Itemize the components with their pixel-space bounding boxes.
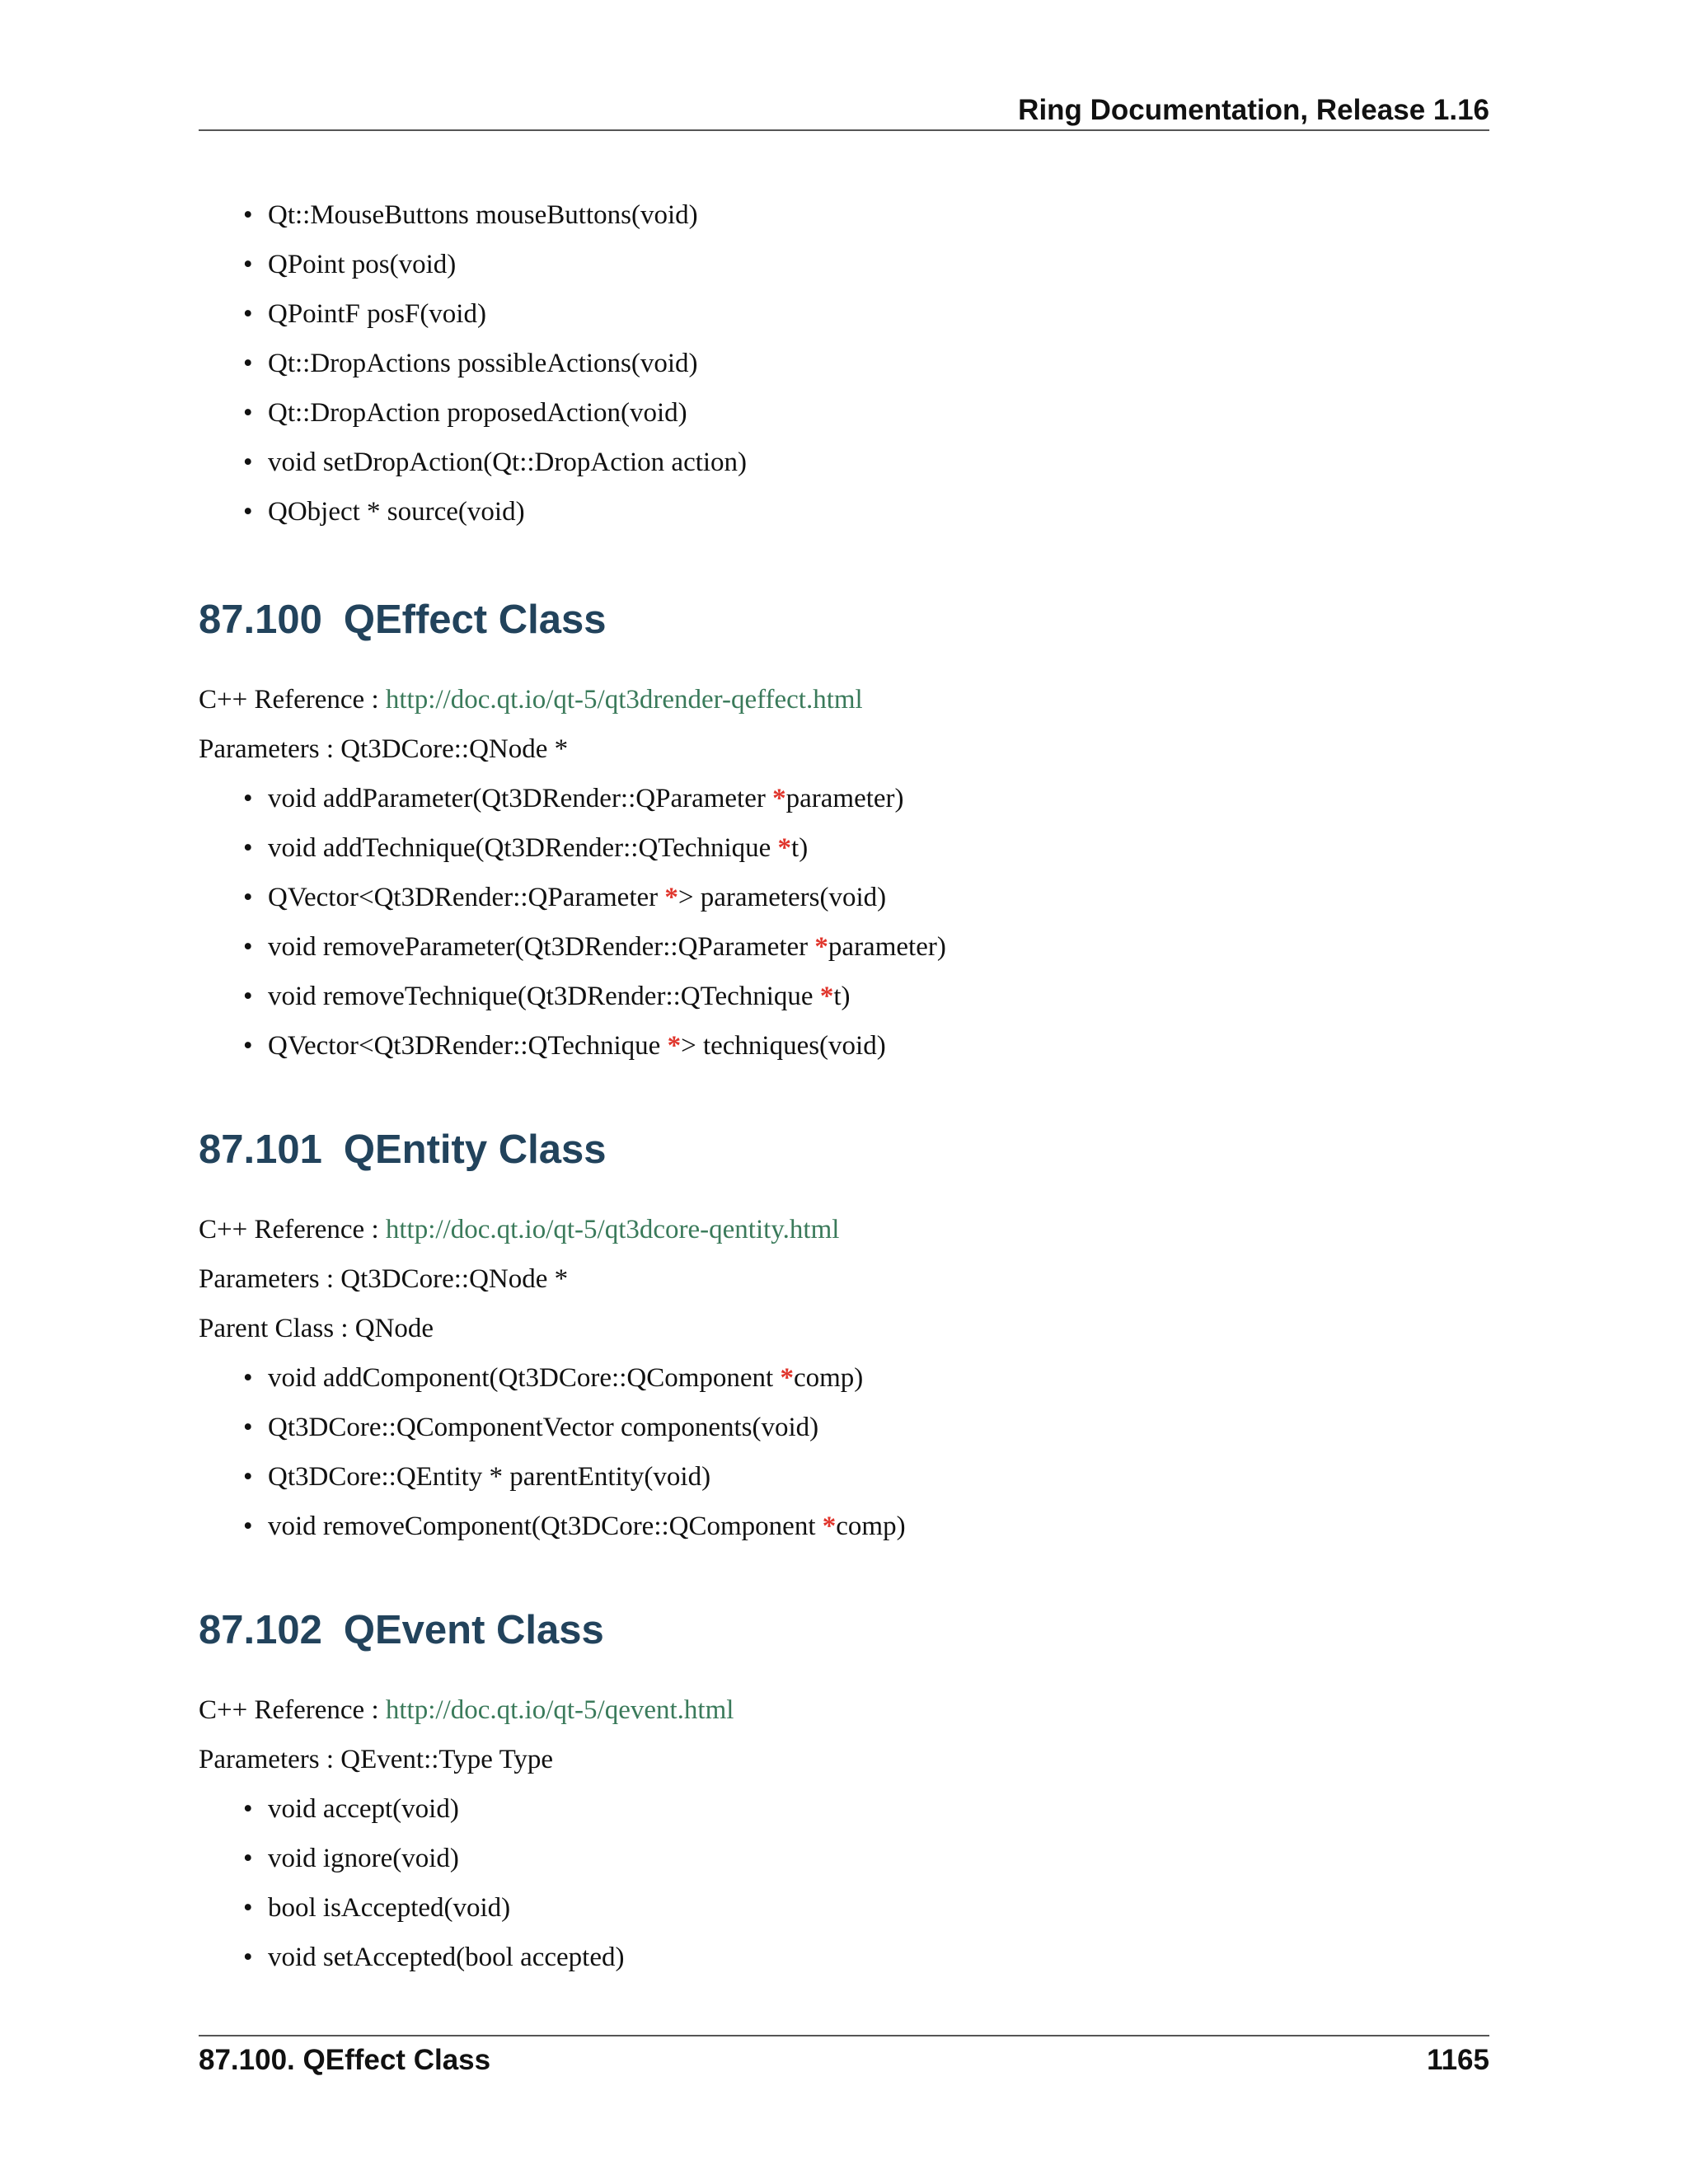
method-item bbox=[268, 244, 1489, 293]
method-text: Qt3DCore::QComponentVector components(void) bbox=[268, 1413, 819, 1442]
reference-link[interactable]: http://doc.qt.io/qt-5/qt3drender-qeffect.html bbox=[385, 685, 863, 715]
document-page bbox=[199, 0, 1489, 2184]
method-text: void removeTechnique(Qt3DRender::QTechnique bbox=[268, 982, 820, 1011]
method-item bbox=[268, 976, 1489, 1025]
method-text: void addComponent(Qt3DCore::QComponent bbox=[268, 1363, 781, 1393]
pointer-star: * bbox=[777, 833, 792, 863]
method-item bbox=[268, 1937, 1489, 1978]
method-text: > parameters(void) bbox=[678, 883, 887, 912]
method-list bbox=[199, 778, 1489, 1066]
method-text: void ignore(void) bbox=[268, 1844, 459, 1873]
method-item bbox=[268, 442, 1489, 491]
pointer-star: * bbox=[822, 1511, 837, 1541]
method-text: bool isAccepted(void) bbox=[268, 1893, 511, 1923]
section-number: 87.101 bbox=[199, 1127, 322, 1172]
class-section bbox=[199, 595, 1489, 1066]
sections-container bbox=[199, 595, 1489, 1978]
method-item bbox=[268, 1838, 1489, 1887]
method-item bbox=[268, 293, 1489, 343]
method-text: t) bbox=[833, 982, 851, 1011]
pointer-star: * bbox=[664, 883, 678, 912]
method-item bbox=[268, 1788, 1489, 1838]
method-item bbox=[268, 1887, 1489, 1937]
pointer-star: * bbox=[819, 982, 834, 1011]
method-list bbox=[199, 1788, 1489, 1978]
method-text: Qt3DCore::QEntity * parentEntity(void) bbox=[268, 1462, 711, 1492]
method-text: Qt::DropActions possibleActions(void) bbox=[268, 349, 698, 378]
method-item bbox=[268, 827, 1489, 877]
page-content bbox=[199, 194, 1489, 1978]
reference-link[interactable]: http://doc.qt.io/qt-5/qt3dcore-qentity.html bbox=[385, 1215, 840, 1244]
method-text: Qt::MouseButtons mouseButtons(void) bbox=[268, 200, 698, 230]
parameters-line: Parameters : Qt3DCore::QNode * bbox=[199, 734, 569, 764]
method-item bbox=[268, 491, 1489, 532]
method-text: void addTechnique(Qt3DRender::QTechnique bbox=[268, 833, 778, 863]
cpp-reference bbox=[199, 679, 1489, 729]
reference-label: C++ Reference : bbox=[199, 685, 386, 715]
class-section bbox=[199, 1125, 1489, 1547]
method-text: QPoint pos(void) bbox=[268, 250, 457, 279]
reference-link[interactable]: http://doc.qt.io/qt-5/qevent.html bbox=[385, 1695, 734, 1725]
method-text: QVector<Qt3DRender::QParameter bbox=[268, 883, 665, 912]
method-item bbox=[268, 1456, 1489, 1506]
section-title: QEffect Class bbox=[343, 598, 607, 642]
pointer-star: * bbox=[667, 1031, 682, 1061]
method-text: QPointF posF(void) bbox=[268, 299, 486, 329]
section-heading bbox=[199, 595, 1489, 644]
method-text: t) bbox=[791, 833, 809, 863]
section-title: QEntity Class bbox=[343, 1127, 607, 1172]
footer-section-title: 87.100. QEffect Class bbox=[199, 2044, 491, 2076]
parent-class-line: Parent Class : QNode bbox=[199, 1314, 434, 1343]
method-text: comp) bbox=[836, 1511, 906, 1541]
method-text: parameter) bbox=[828, 932, 946, 962]
class-section bbox=[199, 1605, 1489, 1978]
method-item bbox=[268, 1025, 1489, 1066]
method-text: comp) bbox=[793, 1363, 864, 1393]
method-item bbox=[268, 343, 1489, 392]
method-text: void removeParameter(Qt3DRender::QParameter bbox=[268, 932, 815, 962]
section-title: QEvent Class bbox=[343, 1608, 604, 1652]
header-divider bbox=[199, 129, 1489, 131]
method-text: void setDropAction(Qt::DropAction action) bbox=[268, 448, 748, 477]
method-item bbox=[268, 877, 1489, 926]
method-text: void removeComponent(Qt3DCore::QComponent bbox=[268, 1511, 823, 1541]
pointer-star: * bbox=[814, 932, 828, 962]
section-heading bbox=[199, 1125, 1489, 1174]
method-text: QObject * source(void) bbox=[268, 497, 525, 527]
method-item bbox=[268, 778, 1489, 827]
method-item bbox=[268, 1506, 1489, 1547]
cpp-reference bbox=[199, 1690, 1489, 1739]
method-text: void accept(void) bbox=[268, 1794, 459, 1824]
method-text: void addParameter(Qt3DRender::QParameter bbox=[268, 784, 773, 813]
running-footer bbox=[199, 2042, 1489, 2079]
method-list bbox=[199, 1357, 1489, 1547]
section-number: 87.100 bbox=[199, 598, 322, 642]
method-item bbox=[268, 194, 1489, 244]
footer-divider bbox=[199, 2035, 1489, 2036]
reference-label: C++ Reference : bbox=[199, 1215, 386, 1244]
pointer-star: * bbox=[780, 1363, 794, 1393]
section-heading bbox=[199, 1605, 1489, 1655]
parameters-line: Parameters : QEvent::Type Type bbox=[199, 1745, 554, 1774]
method-text: > techniques(void) bbox=[681, 1031, 886, 1061]
cpp-reference bbox=[199, 1209, 1489, 1258]
running-header: Ring Documentation, Release 1.16 bbox=[1018, 94, 1489, 126]
page-number: 1165 bbox=[1427, 2044, 1489, 2076]
method-item bbox=[268, 1357, 1489, 1407]
method-text: void setAccepted(bool accepted) bbox=[268, 1943, 625, 1972]
reference-label: C++ Reference : bbox=[199, 1695, 386, 1725]
parameters-line: Parameters : Qt3DCore::QNode * bbox=[199, 1264, 569, 1294]
method-item bbox=[268, 926, 1489, 976]
pointer-star: * bbox=[772, 784, 786, 813]
method-item bbox=[268, 1407, 1489, 1456]
method-text: QVector<Qt3DRender::QTechnique bbox=[268, 1031, 668, 1061]
method-item bbox=[268, 392, 1489, 442]
section-number: 87.102 bbox=[199, 1608, 322, 1652]
method-text: parameter) bbox=[785, 784, 904, 813]
method-list bbox=[199, 194, 1489, 532]
method-text: Qt::DropAction proposedAction(void) bbox=[268, 398, 687, 428]
